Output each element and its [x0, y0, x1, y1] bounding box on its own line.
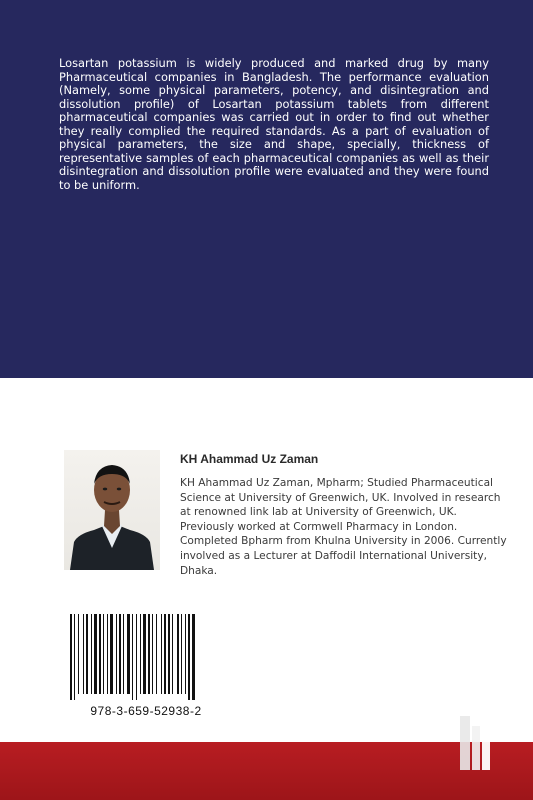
- barcode-bar: [123, 614, 124, 694]
- cover-bottom-band: [0, 742, 533, 800]
- barcode-bar: [148, 614, 150, 694]
- author-name: KH Ahammad Uz Zaman: [180, 452, 319, 466]
- barcode-bar: [86, 614, 88, 694]
- isbn-barcode: [64, 610, 228, 722]
- barcode-bar: [185, 614, 186, 694]
- barcode-bar: [91, 614, 92, 694]
- barcode-bar: [156, 614, 157, 694]
- barcode-bar: [110, 614, 113, 694]
- barcode-bar: [103, 614, 104, 694]
- barcode-bar: [140, 614, 141, 694]
- barcode-bar: [136, 614, 137, 700]
- barcode-bar: [164, 614, 166, 694]
- barcode-bar: [143, 614, 146, 694]
- barcode-bar: [99, 614, 101, 694]
- barcode-bar: [116, 614, 117, 694]
- author-portrait-icon: [64, 450, 160, 570]
- barcode-bar: [161, 614, 162, 694]
- barcode-bar: [83, 614, 84, 694]
- cover-top-panel: [0, 0, 533, 378]
- barcode-bar: [181, 614, 182, 694]
- barcode-bar: [107, 614, 108, 694]
- barcode-bar: [177, 614, 179, 694]
- barcode-bar: [127, 614, 130, 694]
- barcode-bar: [94, 614, 97, 694]
- barcode-bars: [64, 610, 228, 700]
- barcode-bar: [192, 614, 195, 700]
- author-photo: [64, 450, 160, 570]
- publisher-logo-icon: [458, 712, 492, 774]
- barcode-bar: [172, 614, 173, 694]
- barcode-bar: [119, 614, 121, 694]
- barcode-bar: [132, 614, 133, 700]
- barcode-bar: [74, 614, 75, 700]
- barcode-bar: [188, 614, 190, 700]
- isbn-number: 978-3-659-52938-2: [90, 704, 202, 718]
- barcode-bar: [78, 614, 79, 694]
- author-bio: KH Ahammad Uz Zaman, Mpharm; Studied Pharmaceutical Science at University of Greenwich, UK. Involved in research at renowned link lab at University of Greenwich, UK. Previously worked at Cormwell Pharmacy in London. Completed Bpharm from Khulna University in 2006. Currently involved as a Lecturer at Daffodil International University, Dhaka.: [180, 477, 507, 577]
- book-blurb: Losartan potassium is widely produced and marked drug by many Pharmaceutical companies in Bangladesh. The performance evaluation (Namely, some physical parameters, potency, and disintegration and dissolution profile) of Losartan potassium tablets from different pharmaceutical companies was carried out in order to find out whether they really complied the required standards. As a part of evaluation of physical parameters, the size and shape, specially, thickness of representative samples of each pharmaceutical companies as well as their disintegration and dissolution profile were evaluated and they were found to be uniform.: [59, 56, 489, 192]
- barcode-bar: [152, 614, 153, 694]
- barcode-bar: [168, 614, 170, 694]
- barcode-bar: [70, 614, 72, 700]
